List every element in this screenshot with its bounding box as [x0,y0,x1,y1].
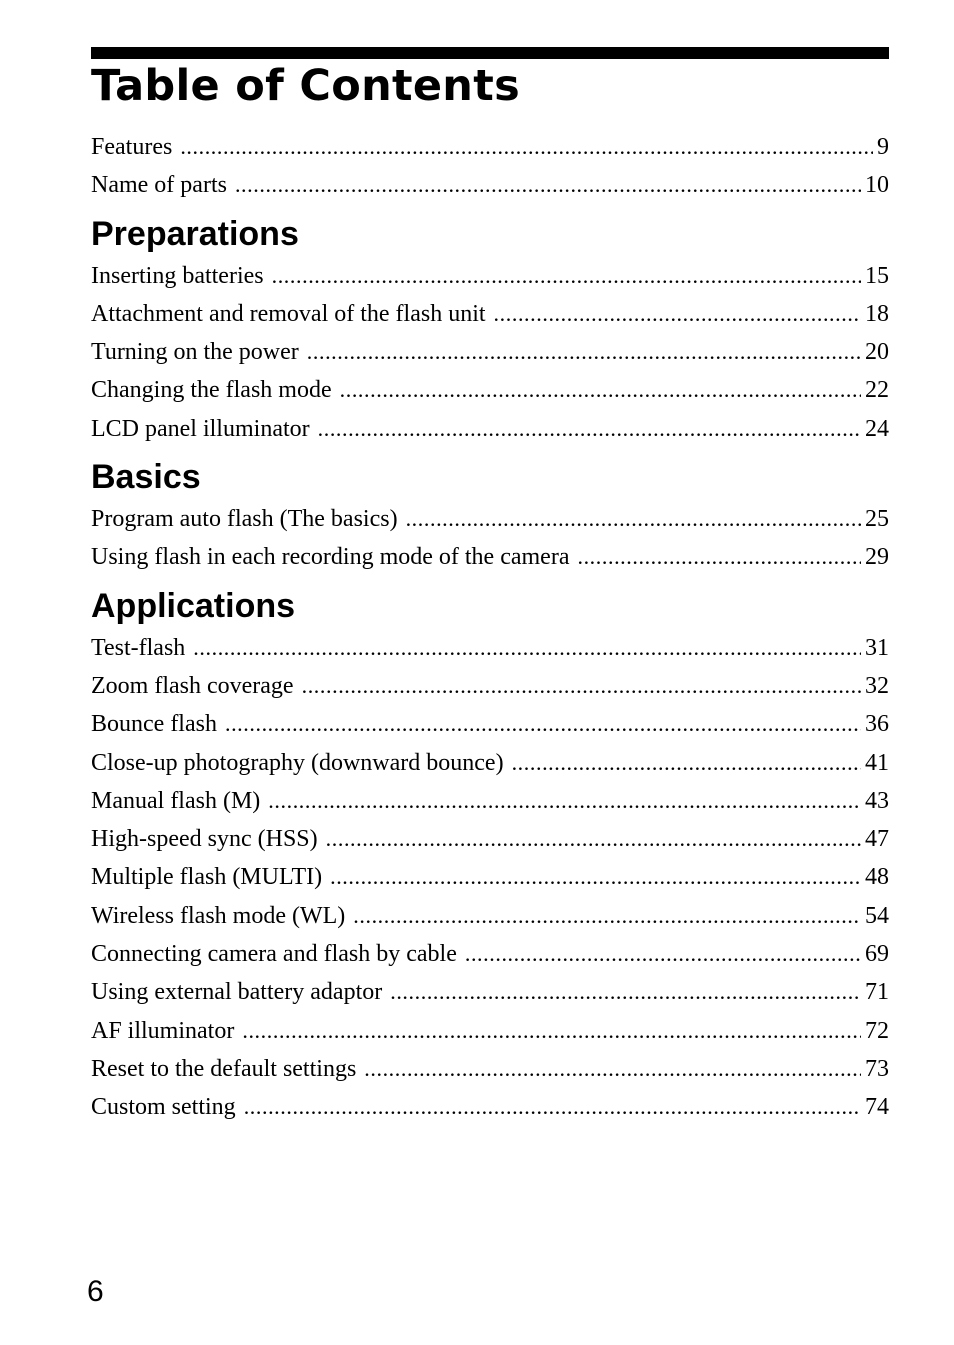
toc-entry-label: Close-up photography (downward bounce) [91,749,504,776]
toc-entry[interactable] [91,705,889,743]
toc-entry-label: Changing the flash mode [91,377,332,404]
toc-entry-features[interactable] [91,128,889,166]
toc-entry-page: 25 [865,506,889,533]
toc-entry-label: Wireless flash mode (WL) [91,902,346,929]
toc-entry[interactable] [91,973,889,1011]
toc-entry-label: Connecting camera and flash by cable [91,941,457,968]
dot-leader [406,500,861,538]
toc-entry-page: 72 [865,1017,889,1044]
dot-leader [577,538,861,576]
section-heading-applications: Applications [91,586,296,625]
dot-leader [302,667,861,705]
dot-leader [326,820,861,858]
toc-entry-page: 20 [865,339,889,366]
dot-leader [340,371,861,409]
toc-entry-label: Bounce flash [91,711,217,738]
toc-entry-name-of-parts[interactable] [91,166,889,204]
toc-entry-label: Zoom flash coverage [91,672,294,699]
toc-entry-page: 74 [865,1094,889,1121]
dot-leader [272,257,861,295]
toc-entry-label: AF illuminator [91,1017,235,1044]
dot-leader [465,935,861,973]
toc-entry-page: 32 [865,672,889,699]
toc-entry-page: 31 [865,634,889,661]
toc-entry-label: Program auto flash (The basics) [91,506,398,533]
toc-entry-label: Manual flash (M) [91,787,261,814]
toc-body [91,128,889,1127]
toc-entry-page: 36 [865,711,889,738]
top-rule [91,47,889,59]
toc-entry[interactable] [91,538,889,576]
toc-entry[interactable] [91,935,889,973]
toc-entry-page: 41 [865,749,889,776]
dot-leader [242,1012,861,1050]
dot-leader [330,858,861,896]
toc-entry-page: 73 [865,1055,889,1082]
toc-entry-label: Attachment and removal of the flash unit [91,300,486,327]
page-title: Table of Contents [91,61,520,111]
toc-entry-label: Turning on the power [91,339,299,366]
toc-entry[interactable] [91,1050,889,1088]
toc-entry-page: 71 [865,979,889,1006]
toc-entry-page: 69 [865,941,889,968]
dot-leader [307,333,861,371]
toc-entry-page: 54 [865,902,889,929]
toc-entry-label: LCD panel illuminator [91,415,310,442]
toc-entry[interactable] [91,371,889,409]
toc-entry[interactable] [91,1012,889,1050]
toc-entry-label: Custom setting [91,1094,236,1121]
toc-entry[interactable] [91,629,889,667]
toc-entry-page: 29 [865,544,889,571]
toc-entry-label: Test-flash [91,634,186,661]
toc-entry[interactable] [91,333,889,371]
toc-entry-page: 47 [865,826,889,853]
toc-entry-label: Inserting batteries [91,262,264,289]
dot-leader [353,897,861,935]
toc-entry[interactable] [91,820,889,858]
dot-leader [244,1088,861,1126]
toc-entry-page: 18 [865,300,889,327]
dot-leader [512,744,861,782]
dot-leader [235,166,861,204]
toc-entry-page: 15 [865,262,889,289]
dot-leader [268,782,861,820]
toc-entry[interactable] [91,744,889,782]
section-heading-preparations: Preparations [91,214,299,253]
dot-leader [193,629,861,667]
toc-entry[interactable] [91,858,889,896]
toc-entry[interactable] [91,257,889,295]
toc-entry-label: Name of parts [91,172,227,199]
toc-entry-page: 22 [865,377,889,404]
toc-entry[interactable] [91,667,889,705]
toc-entry-page: 24 [865,415,889,442]
dot-leader [225,705,861,743]
toc-entry-label: Reset to the default settings [91,1055,357,1082]
toc-entry-page: 10 [865,172,889,199]
toc-entry-label: Using external battery adaptor [91,979,383,1006]
toc-entry-page: 43 [865,787,889,814]
toc-entry-page: 48 [865,864,889,891]
dot-leader [364,1050,861,1088]
toc-entry[interactable] [91,500,889,538]
toc-entry-label: Multiple flash (MULTI) [91,864,323,891]
toc-entry-label: High-speed sync (HSS) [91,826,318,853]
toc-entry[interactable] [91,897,889,935]
section-heading-basics: Basics [91,458,201,497]
toc-entry-page: 9 [877,134,889,160]
dot-leader [494,295,861,333]
toc-entry[interactable] [91,410,889,448]
dot-leader [390,973,861,1011]
toc-entry[interactable] [91,1088,889,1126]
page-number: 6 [87,1275,104,1308]
toc-entry[interactable] [91,295,889,333]
toc-entry[interactable] [91,782,889,820]
toc-entry-label: Features [91,134,173,160]
dot-leader [318,410,861,448]
dot-leader [180,128,873,166]
toc-entry-label: Using flash in each recording mode of the camera [91,544,570,571]
